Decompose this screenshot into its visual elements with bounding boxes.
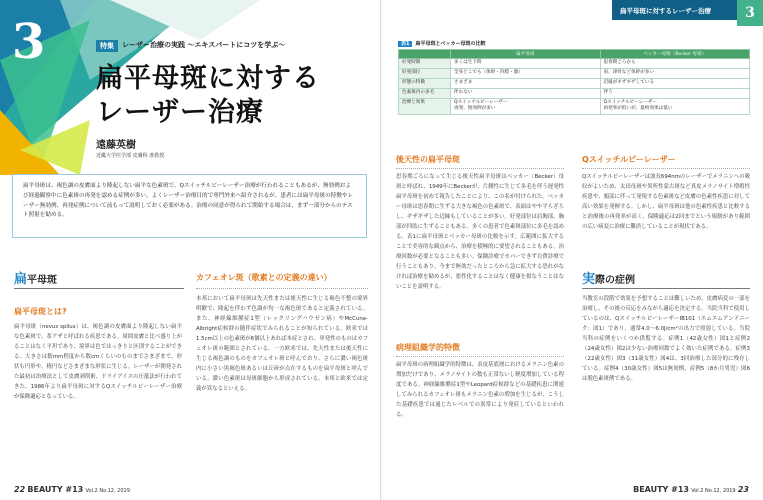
table-row-label: 好発時期: [399, 59, 451, 69]
table-row: [399, 68, 750, 78]
chapter-number: 3: [12, 14, 46, 70]
nevus-comparison-table: [398, 49, 750, 115]
body-cafe-au-lait: 本邦において扁平母斑は先天性または後天性に生じる褐色不整の境界明瞭で、隆起を伴わず色調が均一な褐色斑であると定義されている。また、神経線維腫症1型（レックリングハウゼン病）やMcCune-Albright症候群の随伴症状でみられることが知られている。欧米では1.5cm以上の色素斑が6個以上あれば本症とされ、単発性のものはカフェオレ斑の範囲とされている。一方欧米では、先天性または後天性に生じる褐色調のものをカフェオレ斑と呼んでおり、さらに濃い褐色斑内に小さい黒褐色斑あるいは丘疹が点在するものを扁平母斑と呼んでいる。濃い色素斑は母斑細胞から形成されている。本邦と欧米では定義が異なるといえる。: [196, 296, 368, 392]
table-cell: 肩、津骨など体幹が多い: [600, 68, 750, 78]
table-cell: Qスイッチルビーレーザー 再発率が低いが、最終効果は低い: [600, 98, 750, 115]
left-folio: [14, 485, 130, 494]
table-cell: 多くは生下時: [451, 59, 601, 69]
page-number: 23: [737, 485, 749, 494]
table-cell: Qスイッチルビーレーザー 再発、無効例が多い: [451, 98, 601, 115]
table-cell: 全身どこでも（体幹・四肢・顔）: [451, 68, 601, 78]
section-rest: 平母斑: [27, 275, 58, 286]
table-cell: 辺縁がギザギザしている: [600, 78, 750, 88]
table-cell: 思春期ごろから: [600, 59, 750, 69]
section-initial: 扁: [14, 272, 28, 287]
table-row: [399, 59, 750, 69]
table-row: [399, 98, 750, 115]
table-header-cell: 扁平母斑: [451, 50, 601, 59]
column-rule: [196, 288, 368, 289]
right-folio: [633, 485, 749, 494]
feature-tag: 特集: [96, 40, 118, 52]
table-row-label: 形態の特徴: [399, 78, 451, 88]
section-rule: [582, 288, 750, 289]
section-heading-cases: [582, 268, 635, 287]
magazine-name: BEAUTY #13: [27, 485, 84, 494]
table-row: [399, 78, 750, 88]
table-row-label: 好発部位: [399, 68, 451, 78]
table-caption-text: 扁平母斑とベッカー母斑の比較: [415, 41, 486, 47]
comparison-table: [398, 40, 750, 115]
section-initial: 実: [582, 272, 596, 287]
table-cell: 伴う: [600, 88, 750, 98]
table-cell: さまざま: [451, 78, 601, 88]
chapter-badge: 3: [737, 0, 763, 26]
body-cases: 当教室の段階で効果を予想することは難しいため、皮膚病変の一部を治療し、その後の反応をみながら適応を決定する。当院当科で使用しているのは、QスイッチルビーレーザーIB101（エムエムアンドニーク：図1）であり、通常4.0〜6.0J/cm²の出力で照射している。当院当科の症例をいくつか供覧する。症例1（42歳女性）図1と症例2（24歳女性）図2は少ない治療回数でよく効いた症例である。症例3（22歳女性）図3（31歳女性）図4は、3回治療した部分的に残存している。症例4（30歳女性）図5は無効例、症例5（8か月男児）図6は脱色素斑例である。: [582, 296, 750, 382]
table-badge: 表1: [398, 41, 412, 47]
volume-info: Vol.2 No.12, 2019: [85, 488, 130, 494]
article-title-line2: レーザー治療: [96, 97, 264, 128]
section-heading-nevus: [14, 268, 57, 287]
running-header: 扁平母斑に対するレーザー治療: [612, 0, 763, 20]
table-row: [399, 88, 750, 98]
table-header-cell: ベッカー母斑（Becker 母斑）: [600, 50, 750, 59]
column-rule: [396, 168, 564, 169]
column-rule: [396, 356, 564, 357]
article-title-line1: 扁平母斑に対する: [96, 63, 320, 94]
volume-info: Vol.2 No.12, 2019: [691, 488, 736, 494]
body-becker: 思春期ごろになって生じる後天性扁平母斑はベッカー（Becker）母斑と呼ばれ、1949年にBeckerが、片側性に生じて多毛を伴う遅発性扁平母斑を初めて報告したことにより、この名が付けられた。ベッカー母斑は思春期に生ずる大きな褐色の色素斑で、表面はやや平らざらし、ギザギザした辺縁もしていることが多い。好発部位は肩胸部、胸部が四肢に生ずることもある。多くの患者で色素斑部位に多毛を認める。表1に扁平母斑とベッカー母斑の比較を示す。広範囲に拡大することで美容的な観点から、治療を積極的に要望されることもある。治療回数が必要となることも多い。保険診療でカバーできず自費診療で行うこともあり、今まで無効だったところから急に拡大する恐れがなければ治療を勧めるが、悪性化することはなく健康を損なうことはないことを説明する。: [396, 174, 564, 290]
subheading-becker: 後天性の扁平母斑: [396, 155, 460, 164]
table-header-cell: [399, 50, 451, 59]
column-rule: [582, 168, 750, 169]
right-page: [382, 0, 763, 500]
section-rest: 際の症例: [595, 275, 636, 286]
magazine-name: BEAUTY #13: [633, 485, 689, 494]
table-cell: 伴わない: [451, 88, 601, 98]
body-pathology: 扁平母斑の病理組織学的特徴は、表皮基底層におけるメラニン色素の増加だけであり、メラノサイトの数も正常ないし軽度増加している程度である。神経線維腫症1型やLeopard症候群などの基礎疾患に関連してみられるカフェオレ斑もメラニン色素の増加を生じるが、こうした基礎疾患では通じたレベルでの異常により発症しているといわれる。: [396, 362, 564, 418]
page-number: 22: [14, 485, 26, 494]
series-subtitle: レーザー治療の実践 〜エキスパートにコツを学ぶ〜: [122, 41, 286, 49]
table-row-label: 色素斑内の多毛: [399, 88, 451, 98]
section-rule: [14, 288, 184, 289]
subheading-pathology: 病理組織学的特徴: [396, 343, 460, 352]
body-what-is: 扁平母斑（nevus spilus）は、褐色調の皮膚面より隆起しない扁平な色素斑で、茶アザと呼ばれる疾患である。周囲皮膚と比べ盛り上がることはなく平坦であり、境界は色ではっきりと区別することができる。大きさは数mm程度から数cmくらいのものまでさまざまで、形状も円形や、楕円などさまざまな形状に生じる。レーザーが開発された最初は治療法として皮膚剥削術、ドライアイスの圧抵法が行われてきた。1986年より扁平母斑に対するQスイッチルビーレーザー治療が保険適応となっている。: [14, 324, 182, 400]
table-row-label: 治療と効果: [399, 98, 451, 115]
subheading-what-is: 扁平母斑とは?: [14, 307, 67, 316]
author-name: 遠藤英樹: [96, 140, 136, 151]
author-affiliation: 近畿大学医学部 皮膚科 准教授: [96, 153, 165, 159]
subheading-cafe-au-lait: カフェオレ斑（歌素との定義の違い）: [196, 273, 332, 282]
abstract-box: 扁平母斑は、褐色調の皮膚面より隆起しない扁平な色素斑で、Qスイッチルビーレーザー治療が行われることもあるが、無効例および経過観察中に色素斑の再発を認める症例が多い。よくレーザー治療目的で専門外来へ紹介されるが、患者には扁平母斑の特徴やレーザー無効例、再発症例について前もって説明しておく必要がある。治療の同意が得られて開始する場合は、まず一部分からのテスト照射を勧める。: [12, 174, 367, 238]
subheading-q-switched: Qスイッチルビーレーザー: [582, 155, 676, 164]
body-q-switched: Qスイッチルビーレーザーは波長694nmのレーザーでメラニンへの吸収がよいため、太田母斑や異所性蒙古斑など真皮メラノサイト増殖性疾患や、頬部に伴って発現する色素斑など皮膚の色素性疾患に対して高い効果を発揮する。しかし、扁平母斑は他の色素性疾患と比較すると治療後の再発率が高く、保険適応は2回までという規制があり範囲の広い病変に治療に難渋していることが現状である。: [582, 174, 750, 230]
table-caption: [398, 40, 750, 47]
left-page: [0, 0, 381, 500]
